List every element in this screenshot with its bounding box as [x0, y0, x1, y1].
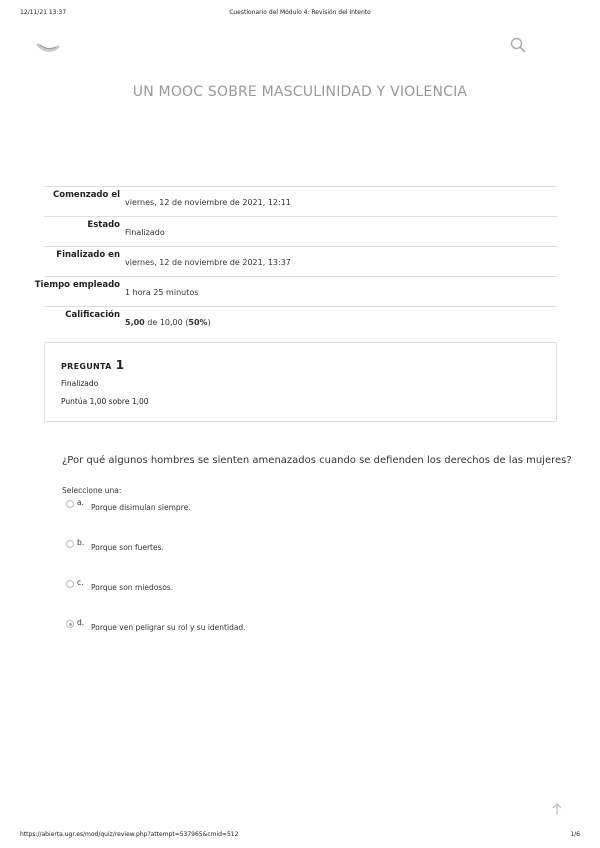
question-heading — [61, 358, 124, 372]
summary-value: Finalizado — [125, 228, 165, 237]
question-number: 1 — [115, 358, 125, 372]
search-icon[interactable] — [510, 37, 526, 53]
question-heading-label: PREGUNTA — [61, 362, 112, 371]
question-info-box — [44, 342, 557, 422]
option-text: Porque ven peligrar su rol y su identidad. — [91, 623, 246, 632]
summary-value: viernes, 12 de noviembre de 2021, 12:11 — [125, 198, 291, 207]
option-text: Porque son fuertes. — [91, 543, 164, 552]
summary-value: viernes, 12 de noviembre de 2021, 13:37 — [125, 258, 291, 267]
page-url: https://abierta.ugr.es/mod/quiz/review.php?attempt=537965&cmid=512 — [20, 831, 239, 838]
option-letter: c. — [77, 578, 84, 587]
question-text: ¿Por qué algunos hombres se sienten amenazados cuando se defienden los derechos de las mujeres? — [62, 455, 572, 466]
option-letter: b. — [77, 538, 85, 547]
question-state: Finalizado — [61, 379, 99, 388]
print-date: 12/11/21 13:37 — [20, 9, 67, 16]
summary-row-grade — [44, 307, 557, 336]
radio-button-selected[interactable] — [66, 620, 74, 628]
summary-label: Calificación — [65, 310, 120, 320]
option-text: Porque son miedosos. — [91, 583, 174, 592]
radio-button[interactable] — [66, 580, 74, 588]
logo-icon[interactable] — [36, 38, 60, 56]
grade-close: ) — [207, 318, 211, 327]
site-title: UN MOOC SOBRE MASCULINIDAD Y VIOLENCIA — [132, 84, 468, 100]
summary-row-time-taken — [34, 277, 557, 307]
grade-value: 5,00 — [125, 318, 145, 327]
arrow-up-icon[interactable] — [551, 802, 563, 816]
summary-value — [125, 318, 211, 327]
option-letter: a. — [77, 498, 84, 507]
question-grade: Puntúa 1,00 sobre 1,00 — [61, 397, 149, 406]
summary-row-finished — [44, 247, 557, 277]
answer-prompt: Seleccione una: — [62, 486, 122, 495]
option-text: Porque disimulan siempre. — [91, 503, 191, 512]
summary-label: Estado — [87, 220, 120, 230]
radio-button[interactable] — [66, 500, 74, 508]
radio-button[interactable] — [66, 540, 74, 548]
summary-label: Tiempo empleado — [34, 280, 120, 290]
summary-label: Comenzado el — [53, 190, 120, 200]
page-number: 1/6 — [570, 831, 580, 838]
summary-row-started — [44, 187, 557, 217]
summary-label: Finalizado en — [56, 250, 120, 260]
grade-max: de 10,00 ( — [144, 318, 189, 327]
option-letter: d. — [77, 618, 85, 627]
grade-percent: 50% — [188, 318, 208, 327]
summary-row-state — [44, 217, 557, 247]
document-title: Cuestionario del Módulo 4: Revisión del intento — [229, 9, 371, 16]
summary-value: 1 hora 25 minutos — [125, 288, 199, 297]
attempt-summary-table — [34, 186, 557, 336]
